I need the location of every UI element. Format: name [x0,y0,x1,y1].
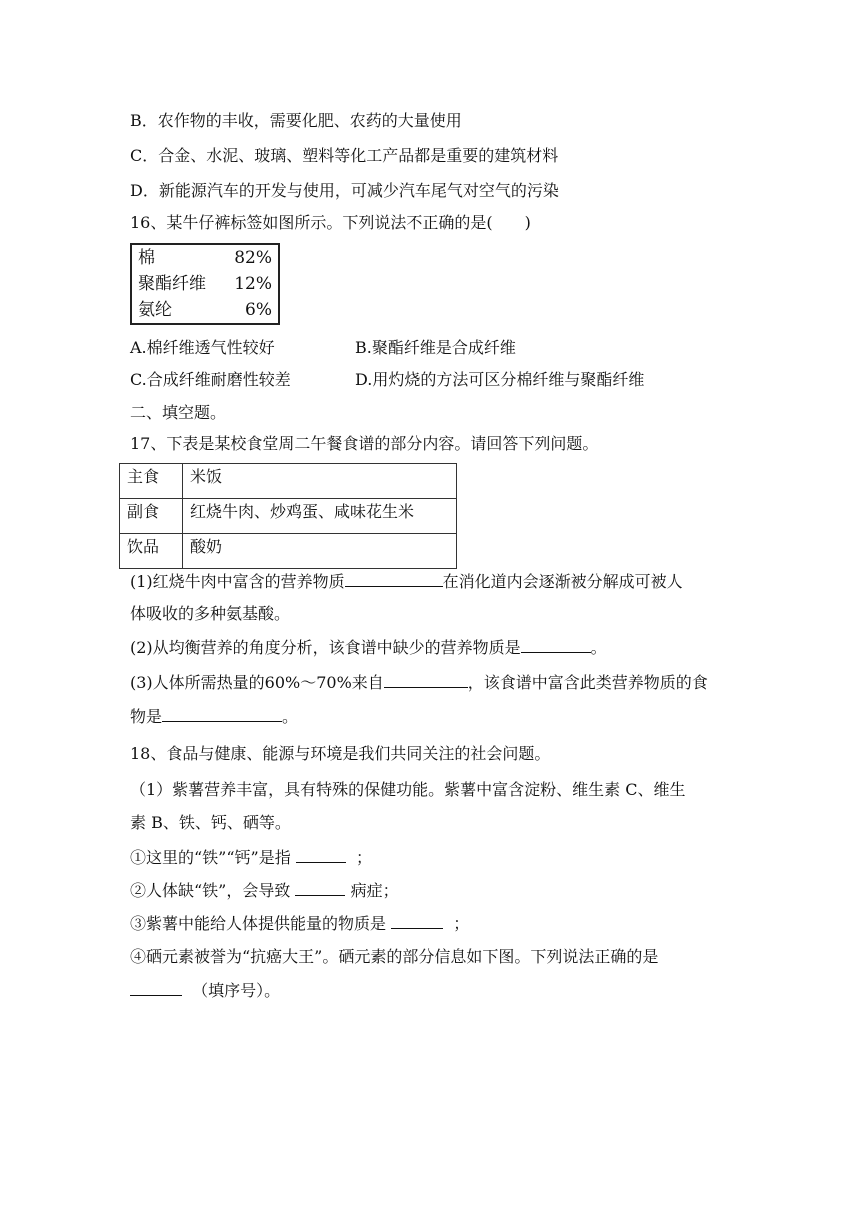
table-row [120,534,457,569]
q16-option-d: D.用灼烧的方法可区分棉纤维与聚酯纤维 [355,370,645,389]
q17-p3-end: 。 [282,707,299,726]
menu-item: 酸奶 [183,534,457,569]
q18-i2-text: ②人体缺“铁”，会导致 [130,881,291,900]
q18-i2-end: 病症； [350,881,399,900]
q16-stem: 16、某牛仔裤标签如图所示。下列说法不正确的是( ) [130,213,531,232]
q18-item3 [130,913,469,935]
q17-stem: 17、下表是某校食堂周二午餐食谱的部分内容。请回答下列问题。 [130,434,599,453]
q17-part2 [130,637,607,659]
q16-option-c: C.合成纤维耐磨性较差 [130,370,291,389]
q15-option-b: B．农作物的丰收，需要化肥、农药的大量使用 [130,111,462,130]
menu-category: 主食 [120,464,183,499]
q18-part1-line1: （1）紫薯营养丰富，具有特殊的保健功能。紫薯中富含淀粉、维生素 C、维生 [130,780,686,799]
label-material: 棉 [138,248,155,268]
answer-blank[interactable] [521,638,591,653]
section-heading: 二、填空题。 [130,403,227,422]
label-row-polyester [138,271,272,297]
q17-p1-text: (1)红烧牛肉中富含的营养物质 [130,572,345,591]
q17-p3-text: (3)人体所需热量的60%～70%来自 [130,673,384,692]
q17-part3-cont [130,706,298,728]
q18-item2 [130,880,399,902]
answer-blank[interactable] [130,981,182,996]
label-percent: 12% [234,274,272,294]
menu-category: 副食 [120,499,183,534]
menu-item: 红烧牛肉、炒鸡蛋、咸味花生米 [183,499,457,534]
q18-item4-cont [130,980,280,1002]
q15-option-d: D．新能源汽车的开发与使用，可减少汽车尾气对空气的污染 [130,181,559,200]
q17-part1 [130,571,683,593]
q18-stem: 18、食品与健康、能源与环境是我们共同关注的社会问题。 [130,744,551,763]
menu-category: 饮品 [120,534,183,569]
q17-p2-text: (2)从均衡营养的角度分析，该食谱中缺少的营养物质是 [130,638,521,657]
q17-p1-text-cont: 在消化道内会逐渐被分解成可被人 [442,572,683,591]
q17-p3-text-cont: ，该食谱中富含此类营养物质的食 [467,673,708,692]
label-row-cotton [138,245,272,271]
q16-option-b: B.聚酯纤维是合成纤维 [355,338,516,357]
q18-item4: ④硒元素被誉为“抗癌大王”。硒元素的部分信息如下图。下列说法正确的是 [130,947,659,966]
answer-blank[interactable] [162,707,282,722]
q17-p2-end: 。 [590,638,607,657]
q18-part1-line2: 素 B、铁、钙、硒等。 [130,813,291,832]
q18-i3-end: ； [453,914,470,933]
q18-i4-end: （填序号）。 [192,981,281,1000]
table-row [120,464,457,499]
answer-blank[interactable] [391,914,443,929]
q15-option-c: C．合金、水泥、玻璃、塑料等化工产品都是重要的建筑材料 [130,146,559,165]
q17-p3-text-2: 物是 [130,707,163,726]
q18-i1-text: ①这里的“铁”“钙”是指 [130,848,291,867]
answer-blank[interactable] [295,881,345,896]
label-percent: 6% [245,300,272,320]
answer-blank[interactable] [384,673,468,688]
answer-blank[interactable] [345,572,443,587]
q18-item1 [130,847,372,869]
jeans-label [130,243,280,325]
q18-i3-text: ③紫薯中能给人体提供能量的物质是 [130,914,387,933]
label-material: 聚酯纤维 [138,274,206,294]
table-row [120,499,457,534]
q16-option-a: A.棉纤维透气性较好 [130,338,275,357]
menu-item: 米饭 [183,464,457,499]
q17-part3 [130,672,708,694]
answer-blank[interactable] [296,848,346,863]
menu-table [119,463,457,569]
label-material: 氨纶 [138,300,172,320]
label-row-spandex [138,297,272,323]
q17-part1-cont: 体吸收的多种氨基酸。 [130,604,291,623]
q18-i1-end: ； [356,848,373,867]
label-percent: 82% [234,248,272,268]
